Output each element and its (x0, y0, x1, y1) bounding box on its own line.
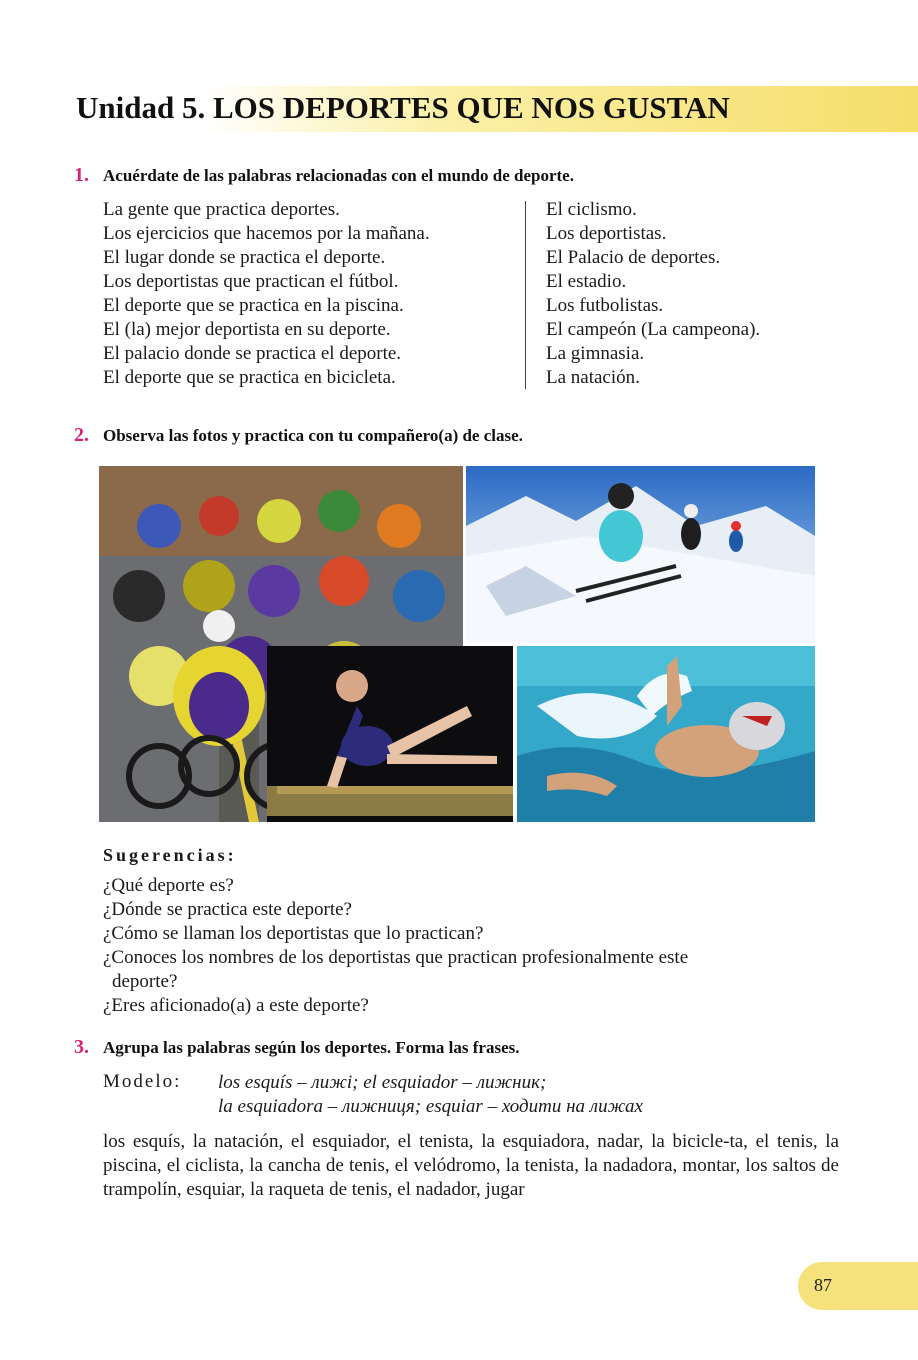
term-item: El estadio. (546, 271, 627, 292)
definitions-column (103, 198, 430, 390)
term-item: El Palacio de deportes. (546, 247, 721, 268)
term-item: Los futbolistas. (546, 295, 664, 316)
skiing-photo (466, 466, 815, 642)
page-number: 87 (814, 1275, 832, 1295)
exercise-2-title: Observa las fotos y practica con tu compañero(a) de clase. (103, 426, 523, 445)
exercise-1-title: Acuérdate de las palabras relacionadas con el mundo de deporte. (103, 166, 574, 185)
sugerencias-list (103, 874, 843, 1018)
definition-item: El (la) mejor deportista en su deporte. (103, 319, 391, 340)
definition-item: El deporte que se practica en la piscina. (103, 295, 404, 316)
modelo-label: Modelo: (103, 1071, 182, 1092)
definition-item: La gente que practica deportes. (103, 199, 340, 220)
column-divider (525, 201, 526, 389)
suggestion-question: ¿Eres aficionado(a) a este deporte? (103, 995, 369, 1016)
suggestion-question: ¿Qué deporte es? (103, 875, 234, 896)
suggestion-question: ¿Cómo se llaman los deportistas que lo practican? (103, 923, 484, 944)
term-item: El ciclismo. (546, 199, 637, 220)
sports-photo-collage (99, 466, 815, 822)
exercise-2-number: 2. (74, 424, 89, 446)
definition-item: El palacio donde se practica el deporte. (103, 343, 402, 364)
suggestion-question-continued: deporte? (112, 971, 178, 992)
exercise-3-title: Agrupa las palabras según los deportes. Forma las frases. (103, 1038, 520, 1057)
term-item: Los deportistas. (546, 223, 667, 244)
unit-title: Unidad 5. LOS DEPORTES QUE NOS GUSTAN (76, 90, 730, 125)
term-item: El campeón (La campeona). (546, 319, 761, 340)
swimming-photo (517, 646, 815, 822)
definition-item: Los deportistas que practican el fútbol. (103, 271, 399, 292)
term-item: La gimnasia. (546, 343, 645, 364)
modelo-line: los esquís – лижі; el esquiador – лижник; (218, 1072, 547, 1093)
definition-item: El deporte que se practica en bicicleta. (103, 367, 396, 388)
modelo-example (218, 1071, 643, 1119)
definition-item: El lugar donde se practica el deporte. (103, 247, 386, 268)
terms-column (546, 198, 760, 390)
exercise-1-number: 1. (74, 164, 89, 186)
modelo-line: la esquiadora – лижниця; esquiar – ходити на лижах (218, 1096, 643, 1117)
word-list-paragraph: los esquís, la natación, el esquiador, el tenista, la esquiadora, nadar, la bicicle-ta, el tenis, la piscina, el ciclista, la cancha de tenis, el velódromo, la tenista, la nadadora, montar, los saltos de trampolín, esquiar, la raqueta de tenis, el nadador, jugar (103, 1131, 839, 1200)
term-item: La natación. (546, 367, 640, 388)
suggestion-question: ¿Dónde se practica este deporte? (103, 899, 352, 920)
definition-item: Los ejercicios que hacemos por la mañana. (103, 223, 430, 244)
gymnastics-photo (267, 646, 513, 822)
suggestion-question: ¿Conoces los nombres de los deportistas que practican profesionalmente este (103, 947, 689, 968)
exercise-3-number: 3. (74, 1036, 89, 1058)
sugerencias-title: Sugerencias: (103, 845, 237, 865)
